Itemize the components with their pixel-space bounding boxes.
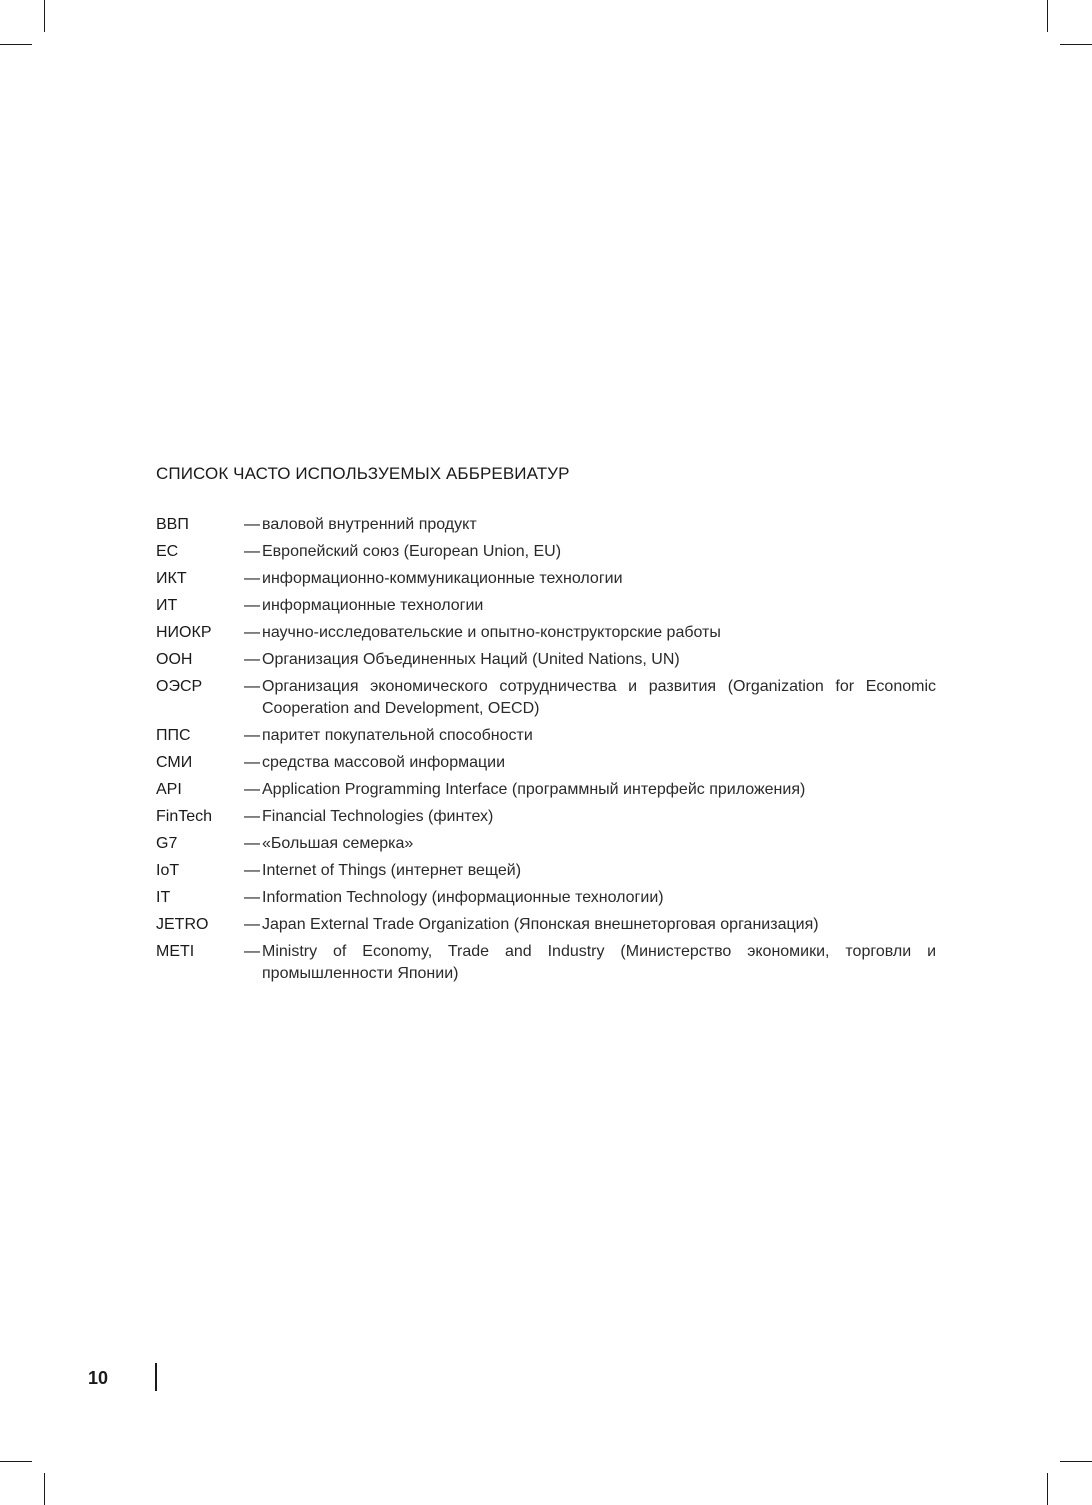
crop-mark [44,1473,45,1505]
em-dash: — [244,651,260,668]
abbreviation-definition: информационно-коммуникационные технологии [262,570,623,587]
abbreviation-definition: Financial Technologies (финтех) [262,808,494,825]
abbreviation-term: ООН [156,651,193,668]
page-number-rule [155,1363,157,1391]
abbreviation-term: ИТ [156,597,178,614]
em-dash: — [244,835,260,852]
em-dash: — [244,727,260,744]
abbreviation-term: IoT [156,862,180,879]
abbreviation-definition: информационные технологии [262,597,484,614]
em-dash: — [244,862,260,879]
list-item [156,568,936,590]
abbreviation-definition: научно-исследовательские и опытно-конструкторские работы [262,624,721,641]
abbreviation-definition: паритет покупательной способности [262,727,533,744]
crop-mark [44,0,45,32]
list-item [156,833,936,855]
list-item [156,595,936,617]
abbreviation-term: ППС [156,727,191,744]
abbreviation-definition: Information Technology (информационные технологии) [262,889,664,906]
list-item [156,887,936,909]
abbreviation-term: СМИ [156,754,193,771]
list-item [156,676,936,720]
abbreviation-definition: Организация экономического сотрудничества и развития (Organization for Economic Cooperation and Development, OECD) [262,678,936,717]
abbreviation-term: API [156,781,182,798]
em-dash: — [244,516,260,533]
list-item [156,914,936,936]
list-item [156,541,936,563]
em-dash: — [244,943,260,960]
list-item [156,622,936,644]
list-item [156,806,936,828]
em-dash: — [244,754,260,771]
abbreviation-list [156,514,936,990]
crop-mark [0,44,32,45]
list-item [156,779,936,801]
abbreviation-term: ИКТ [156,570,187,587]
em-dash: — [244,889,260,906]
abbreviation-definition: Internet of Things (интернет вещей) [262,862,522,879]
crop-mark [1047,0,1048,32]
em-dash: — [244,916,260,933]
em-dash: — [244,808,260,825]
list-item [156,514,936,536]
em-dash: — [244,570,260,587]
em-dash: — [244,781,260,798]
crop-mark [0,1461,32,1462]
crop-mark [1060,1461,1092,1462]
abbreviation-term: G7 [156,835,178,852]
em-dash: — [244,597,260,614]
abbreviation-definition: «Большая семерка» [262,835,414,852]
abbreviation-term: ОЭСР [156,678,203,695]
list-item [156,649,936,671]
abbreviation-term: IT [156,889,171,906]
abbreviation-definition: валовой внутренний продукт [262,516,477,533]
abbreviation-definition: Организация Объединенных Наций (United Nations, UN) [262,651,680,668]
abbreviation-term: METI [156,943,195,960]
list-item [156,752,936,774]
list-item [156,725,936,747]
crop-mark [1060,44,1092,45]
abbreviation-definition: Европейский союз (European Union, EU) [262,543,562,560]
em-dash: — [244,543,260,560]
page-title: СПИСОК ЧАСТО ИСПОЛЬЗУЕМЫХ АББРЕВИАТУР [156,464,570,483]
abbreviation-definition: Application Programming Interface (программный интерфейс приложения) [262,781,806,798]
abbreviation-definition: Ministry of Economy, Trade and Industry (Министерство экономики, торговли и промышленности Японии) [262,943,936,982]
abbreviation-term: FinTech [156,808,213,825]
abbreviation-term: ВВП [156,516,189,533]
em-dash: — [244,678,260,695]
abbreviation-definition: Japan External Trade Organization (Японская внешнеторговая организация) [262,916,819,933]
page-number: 10 [88,1368,109,1388]
crop-mark [1047,1473,1048,1505]
abbreviation-term: ЕС [156,543,179,560]
abbreviation-definition: средства массовой информации [262,754,506,771]
abbreviation-term: НИОКР [156,624,212,641]
em-dash: — [244,624,260,641]
list-item [156,860,936,882]
list-item [156,941,936,985]
abbreviation-term: JETRO [156,916,209,933]
